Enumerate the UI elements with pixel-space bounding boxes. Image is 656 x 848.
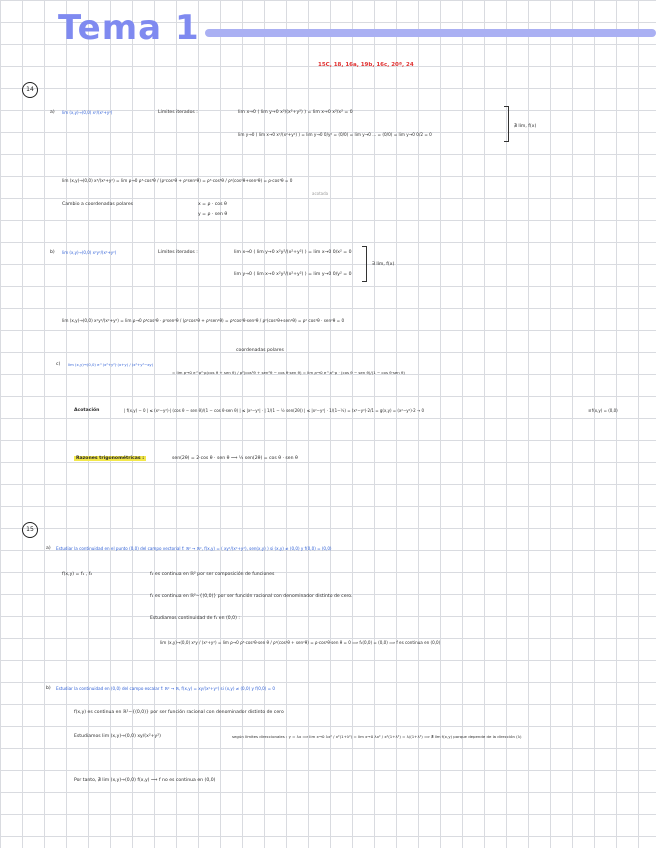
ex15a-study: Estudiamos continuidad de f₁ en (0,0) :	[150, 616, 240, 621]
ex15a-f1-note: f₁ es continua en ℝ²−{(0,0)} por ser función racional con denominador distinto de cero.	[150, 594, 353, 599]
ex15a-components: f(x,y) = f₁ , f₂	[62, 572, 93, 577]
ex14b-iterated-1: lim x→0 ( lim y→0 x²y²/(x²+y²) ) = lim x→0 0/x² = 0	[234, 250, 352, 255]
ex15b-statement: Estudiar la continuidad en (0,0) del campo escalar f: ℝ² → ℝ, f(x,y) = xy/(x²+y²) si (x,y) ≠ (0,0) y f(0,0) = 0	[56, 686, 275, 691]
ex14c-acotacion-result: ∃ f(x,y) = (0,0)	[588, 408, 618, 413]
ex15b-directional-limits: según límites direccionales : y = λx ⟹ lim x→0 λx² / x²(1+λ²) = lim x→0 λx² / x²(1+λ²) = λ/(1+λ²) ⟹ ∄ lím f(x,y) porque depende de la dirección (λ)	[232, 734, 522, 739]
ex15b-label: b)	[46, 686, 51, 691]
ex14b-iterated-result: ∃ lím, f(x)	[372, 262, 395, 267]
ex14a-polar-x: x = ρ · cos θ	[198, 202, 227, 207]
exercise-references: 15C, 18, 16a, 19b, 16c, 20ª, 24	[318, 62, 414, 68]
ex14a-acotada-note: acotada	[312, 191, 329, 196]
ex14a-polar-limit: lim (x,y)→(0,0) x³/(x²+y²) = lim ρ→0 ρ³·cos³θ / (ρ²cos²θ + ρ²sen²θ) = ρ³·cos³θ / ρ²(cos²θ+sen²θ) = ρ·cos³θ = 0	[62, 178, 293, 183]
ex14a-iterated-2: lim y→0 ( lim x→0 x²/(x²+y²) ) = lim y→0 0/y² = (0/0) = lim y→0 ... = (0/0) = lim y→0 0/2 = 0	[238, 132, 432, 137]
ex14a-iterated-1: lim x→0 ( lim y→0 x²/(x²+y²) ) = lim x→0 x²/x² = 0	[238, 110, 353, 115]
ex14c-acotacion-label: Acotación	[74, 408, 100, 413]
ex14a-limit: lim (x,y)→(0,0) x²/(x²+y²)	[62, 110, 113, 115]
ex14a-brace	[504, 106, 509, 142]
ex15a-statement: Estudiar la continuidad en el punto (0,0) del campo vectorial f: ℝ² → ℝ², f(x,y) = ( xy²/(x²+y²), sen(x,y) ) si (x,y) ≠ (0,0) y f(0,0) = (0,0)	[56, 546, 332, 551]
ex14c-trig-identity: sen(2θ) = 2·cos θ · sen θ ⟹ ½ sen(2θ) = cos θ · sen θ	[172, 456, 298, 461]
exercise-15-number: 15	[22, 522, 38, 538]
ex14b-brace	[362, 246, 367, 282]
title-underline	[205, 29, 656, 37]
ex14b-iterated-2: lim y→0 ( lim x→0 x²y²/(x²+y²) ) = lim y→0 0/y² = 0	[234, 272, 352, 277]
ex14c-limit: lim (x,y)→(0,0) e^(x²+y²)·(x+y) / (x²+y²−xy)	[68, 362, 154, 367]
ex15b-continuity-note: f(x,y) es continua en ℝ²−{(0,0)} por ser función racional con denominador distinto de cero	[74, 710, 284, 715]
page-title: Tema 1	[58, 8, 200, 48]
ex14a-polar-caption: Cambio a coordenadas polares	[62, 202, 134, 207]
ex14c-label: c)	[56, 362, 61, 367]
ex14b-polar-limit: lim (x,y)→(0,0) x²y²/(x²+y²) = lim ρ→0 ρ⁴cos²θ · ρ²sen²θ / (ρ²cos²θ + ρ²sen²θ) = ρ⁴cos²θ·sen²θ / ρ²(cos²θ+sen²θ) = ρ² cos²θ · sen²θ = 0	[62, 318, 345, 323]
ex14c-polar-caption: coordenadas polares	[236, 348, 284, 353]
ex14c-acotacion: | f(x,y) − 0 | ≤ (x²−y²)·| (cos θ − sen θ)/(1 − cos θ·sen θ) | ≤ |x²−y²| · | 1/(1 − ½ sen(2θ)) | ≤ |x²−y²| · 1/(1−½) = (x²−y²)·2/1 = g(x,y) = (x²−y²)·2 → 0	[124, 408, 425, 413]
ex14a-iterated-title: Límites iterados :	[158, 110, 198, 115]
ex15b-conclusion: Por tanto, ∄ lim (x,y)→(0,0) f(x,y) ⟹ f no es continua en (0,0)	[74, 778, 216, 783]
ex14a-polar-y: y = ρ · sen θ	[198, 212, 228, 217]
exercise-14-number: 14	[22, 82, 38, 98]
ex14a-label: a)	[50, 110, 55, 115]
ex15b-study: Estudiamos lim (x,y)→(0,0) xy/(x²+y²)	[74, 734, 161, 739]
ex15a-f2-note: f₂ es continua en ℝ² por ser composición de funciones	[150, 572, 275, 577]
ex14b-iterated-title: Límites iterados :	[158, 250, 198, 255]
ex14b-limit: lim (x,y)→(0,0) x²y²/(x²+y²)	[62, 250, 117, 255]
ex14c-trig-label: Razones trigonométricas :	[76, 456, 145, 461]
ex15a-limit: lim (x,y)→(0,0) x²y / (x²+y²) = lim ρ→0 ρ³·cos²θ·sen θ / ρ²(cos²θ + sen²θ) = ρ·cos²θ·sen θ = 0 ⟹ f₁(0,0) = (0,0) ⟹ f es continua en (0,0)	[160, 640, 441, 645]
ex14b-label: b)	[50, 250, 55, 255]
ex14a-iterated-result: ∄ lím, f(x)	[514, 124, 537, 129]
ex14c-polar-limit: = lim ρ→0 e^ρ²·ρ(cos θ + sen θ) / ρ²(cos²θ + sen²θ − cos θ·sen θ) = lim ρ→0 e^ρ²·ρ · (cos θ − sen θ)/(1 − cos θ·sen θ)	[172, 370, 405, 375]
ex15a-label: a)	[46, 546, 51, 551]
